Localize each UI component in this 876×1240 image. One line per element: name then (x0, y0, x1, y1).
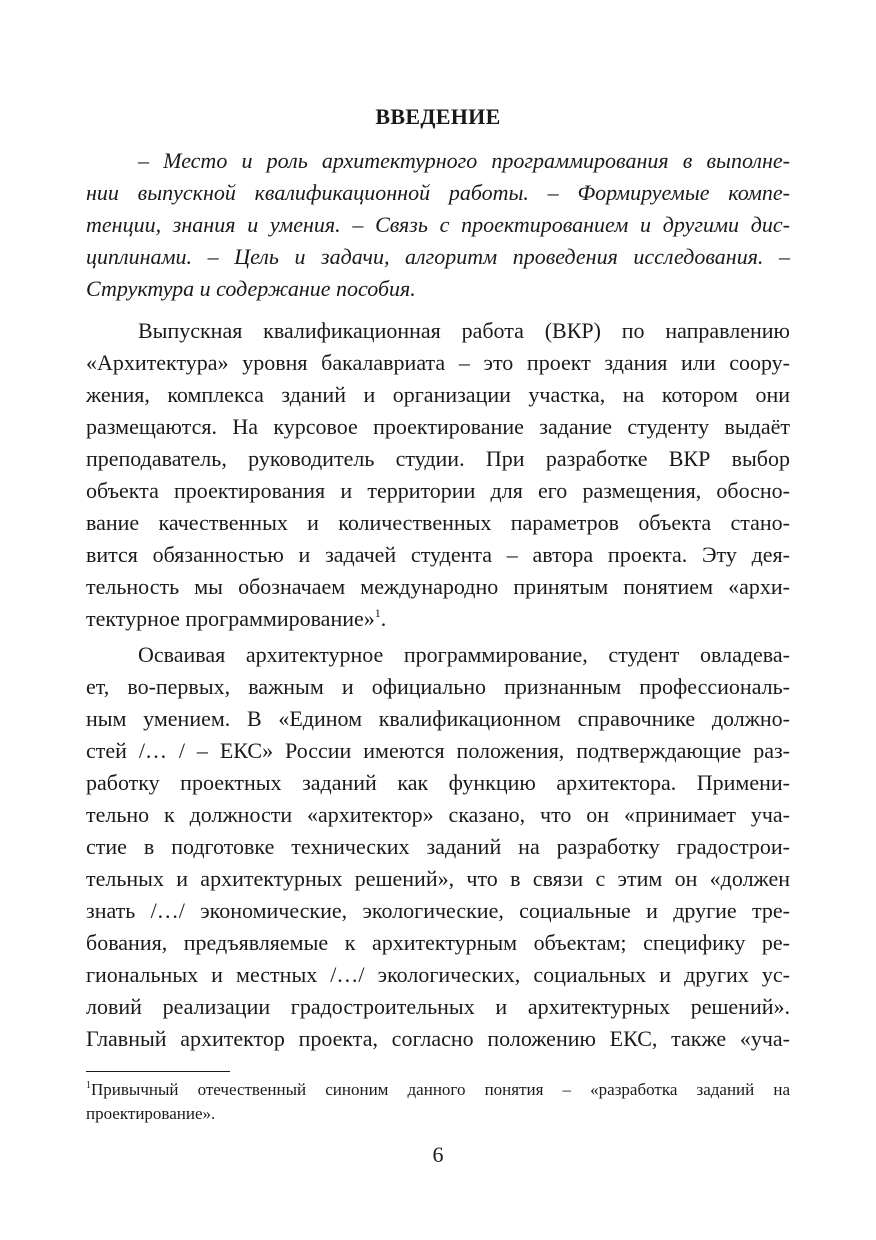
paragraph-line: гиональных и местных /…/ экологических, социальных и других ус- (86, 962, 790, 987)
paragraph-punct: . (380, 606, 387, 631)
paragraph-2 (86, 639, 790, 1055)
footnote-line (86, 1078, 790, 1102)
summary-line: нии выпускной квалификационной работы. – Формируемые компе- (86, 180, 790, 205)
summary-line: циплинами. – Цель и задачи, алгоритм проведения исследования. – (86, 244, 790, 269)
paragraph-line: вание качественных и количественных параметров объекта стано- (86, 510, 790, 535)
footnote-line: проектирование». (86, 1104, 216, 1123)
paragraph-line: знать /…/ экономические, экологические, социальные и другие тре- (86, 898, 790, 923)
summary-line: Структура и содержание пособия. (86, 276, 416, 301)
paragraph-line: бования, предъявляемые к архитектурным объектам; специфику ре- (86, 930, 790, 955)
paragraph-line: тельно к должности «архитектор» сказано, что он «принимает уча- (86, 802, 790, 827)
summary-line: тенции, знания и умения. – Связь с проектированием и другими дис- (86, 212, 790, 237)
paragraph-line: ет, во-первых, важным и официально признанным профессиональ- (86, 674, 790, 699)
paragraph-line: вится обязанностью и задачей студента – автора проекта. Эту дея- (86, 542, 790, 567)
paragraph-1 (86, 315, 790, 635)
paragraph-line: Главный архитектор проекта, согласно положению ЕКС, также «уча- (86, 1026, 790, 1051)
paragraph-line: ным умением. В «Едином квалификационном справочнике должно- (86, 706, 790, 731)
paragraph-line-text: тектурное программирование» (86, 606, 375, 631)
paragraph-line: работку проектных заданий как функцию архитектора. Примени- (86, 770, 790, 795)
paragraph-line: ловий реализации градостроительных и архитектурных решений». (86, 994, 790, 1019)
footnote-text: Привычный отечественный синоним данного понятия – «разработка заданий на (91, 1080, 790, 1099)
paragraph-line: стей /… / – ЕКС» России имеются положения, подтверждающие раз- (86, 738, 790, 763)
paragraph-line: тельных и архитектурных решений», что в связи с этим он «должен (86, 866, 790, 891)
footnote-reference[interactable]: 1 (374, 606, 381, 620)
paragraph-line: стие в подготовке технических заданий на разработку градострои- (86, 834, 790, 859)
summary-line: – Место и роль архитектурного программирования в выполне- (138, 148, 790, 173)
paragraph-line: жения, комплекса зданий и организации участка, на котором они (86, 382, 790, 407)
chapter-summary (86, 145, 790, 305)
paragraph-line: объекта проектирования и территории для его размещения, обосно- (86, 478, 790, 503)
page-number: 6 (432, 1142, 444, 1167)
paragraph-line: тельность мы обозначаем международно принятым понятием «архи- (86, 574, 790, 599)
footnote (86, 1078, 790, 1126)
paragraph-line: размещаются. На курсовое проектирование задание студенту выдаёт (86, 414, 790, 439)
paragraph-line: «Архитектура» уровня бакалавриата – это проект здания или соору- (86, 350, 790, 375)
paragraph-last-line (86, 603, 790, 635)
footnote-divider (86, 1071, 230, 1072)
paragraph-line: Осваивая архитектурное программирование, студент овладева- (138, 642, 790, 667)
section-heading: ВВЕДЕНИЕ (375, 104, 501, 129)
footnote-number: 1 (86, 1080, 91, 1091)
paragraph-line: преподаватель, руководитель студии. При разработке ВКР выбор (86, 446, 790, 471)
paragraph-line: Выпускная квалификационная работа (ВКР) по направлению (138, 318, 790, 343)
